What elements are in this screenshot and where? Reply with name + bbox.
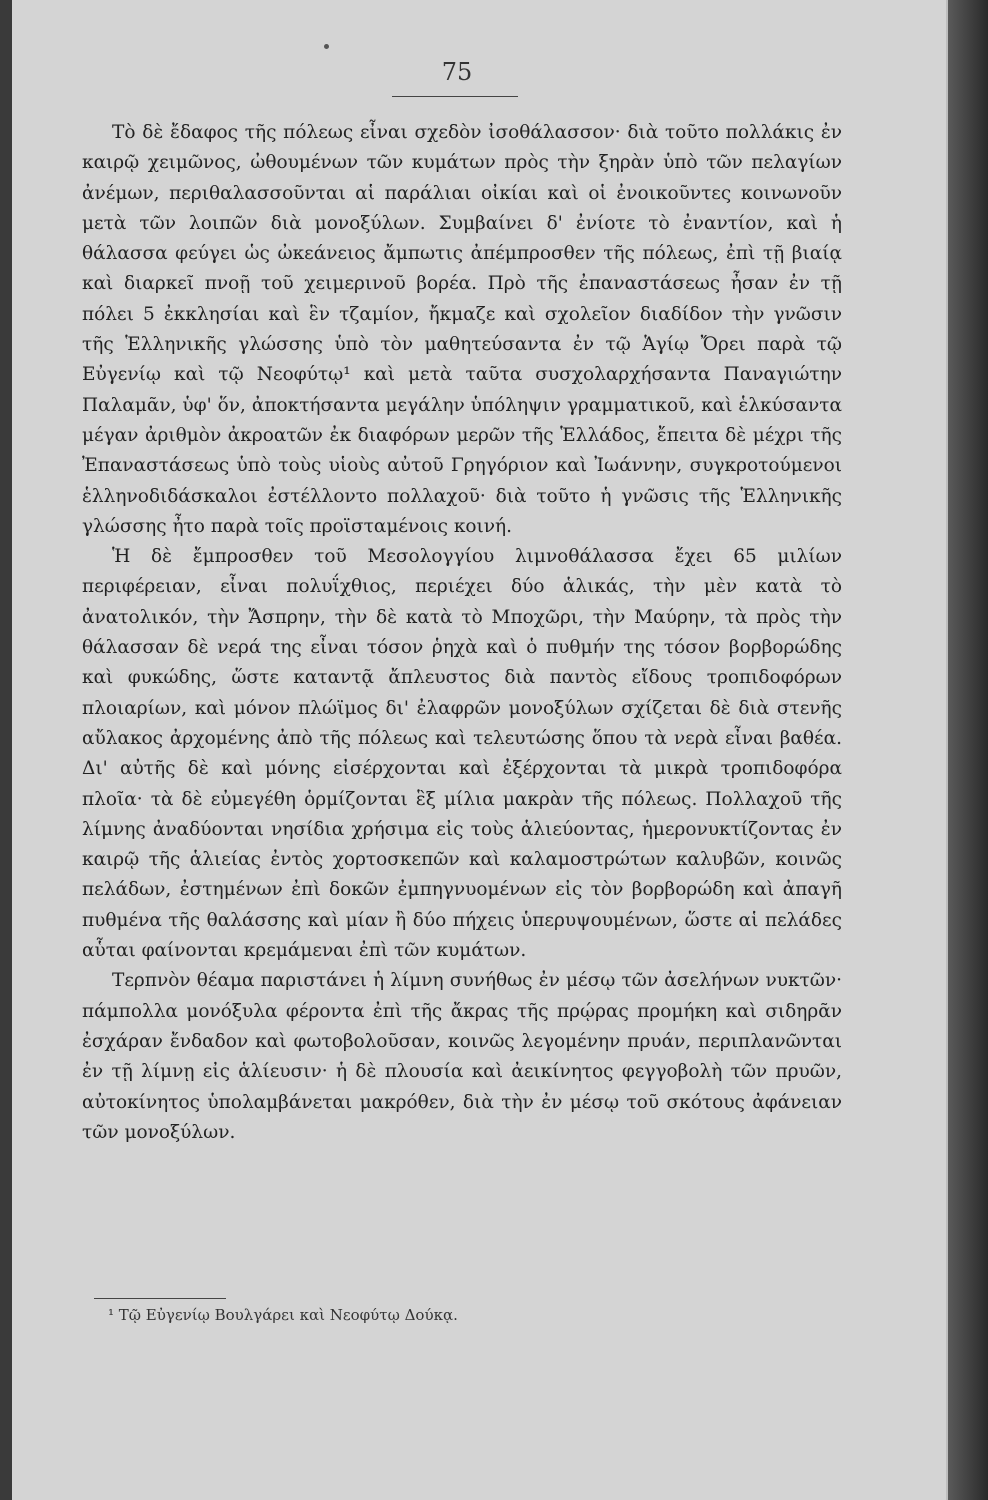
paragraph-3: Τερπνὸν θέαμα παριστάνει ἡ λίμνη συνήθως ἐν μέσῳ τῶν ἀσελήνων νυκτῶν· πάμπολλα μονόξυλα φέροντα ἐπὶ τῆς ἄκρας τῆς πρῴρας προμήκη καὶ σιδηρᾶν ἐσχάραν ἔνδαδον καὶ φωτοβολοῦσαν, κοινῶς λεγομένην πρυάν, περιπλανῶνται ἐν τῇ λίμνῃ εἰς ἁλίευσιν· ἡ δὲ πλουσία καὶ ἀεικίνητος φεγγοβολὴ τῶν πρυῶν, αὐτοκίνητος ὑπολαμβάνεται μακρόθεν, διὰ τὴν ἐν μέσῳ τοῦ σκότους ἀφάνειαν τῶν μονοξύλων.	[82, 970, 842, 1143]
body-text	[82, 118, 842, 1148]
footnote-rule	[94, 1298, 226, 1299]
page-number: 75	[441, 58, 473, 86]
book-spine-shadow	[948, 0, 988, 1500]
paragraph-2: Ἡ δὲ ἔμπροσθεν τοῦ Μεσολογγίου λιμνοθάλασσα ἔχει 65 μιλίων περιφέρειαν, εἶναι πολυΐχθιος, περιέχει δύο ἁλικάς, τὴν μὲν κατὰ τὸ ἀνατολικόν, τὴν Ἄσπρην, τὴν δὲ κατὰ τὸ Μποχῶρι, τὴν Μαύρην, τὰ πρὸς τὴν θάλασσαν δὲ νερά της εἶναι τόσον ῥηχὰ καὶ ὁ πυθμήν της τόσον βορβορώδης καὶ φυκώδης, ὥστε καταντᾷ ἄπλευστος διὰ παντὸς εἴδους τροπιδοφόρων πλοιαρίων, καὶ μόνον πλώϊμος δι' ἐλαφρῶν μονοξύλων σχίζεται δὲ διὰ στενῆς αὔλακος ἀρχομένης ἀπὸ τῆς πόλεως καὶ τελευτώσης ὅπου τὰ νερὰ εἶναι βαθέα. Δι' αὐτῆς δὲ καὶ μόνης εἰσέρχονται καὶ ἐξέρχονται τὰ μικρὰ τροπιδοφόρα πλοῖα· τὰ δὲ εὐμεγέθη ὁρμίζονται ἓξ μίλια μακρὰν τῆς πόλεως. Πολλαχοῦ τῆς λίμνης ἀναδύονται νησίδια χρήσιμα εἰς τοὺς ἁλιεύοντας, ἡμερονυκτίζοντας ἐν καιρῷ τῆς ἁλιείας ἐντὸς χορτοσκεπῶν καὶ καλαμοστρώτων καλυβῶν, κοινῶς πελάδων, ἐστημένων ἐπὶ δοκῶν ἐμπηγνυομένων εἰς τὸν βορβορώδη καὶ ἀπαγῆ πυθμένα τῆς θαλάσσης καὶ μίαν ἢ δύο πήχεις ὑπερυψουμένων, ὥστε αἱ πελάδες αὗται φαίνονται κρεμάμεναι ἐπὶ τῶν κυμάτων.	[82, 546, 842, 962]
footnote: ¹ Τῷ Εὐγενίῳ Βουλγάρει καὶ Νεοφύτῳ Δούκᾳ.	[108, 1306, 458, 1324]
page-number-rule	[392, 96, 518, 97]
paragraph-1: Τὸ δὲ ἔδαφος τῆς πόλεως εἶναι σχεδὸν ἰσοθάλασσον· διὰ τοῦτο πολλάκις ἐν καιρῷ χειμῶνος, ὠθουμένων τῶν κυμάτων πρὸς τὴν ξηρὰν ὑπὸ τῶν πελαγίων ἀνέμων, περιθαλασσοῦνται αἱ παράλιαι οἰκίαι καὶ οἱ ἐνοικοῦντες κοινωνοῦν μετὰ τῶν λοιπῶν διὰ μονοξύλων. Συμβαίνει δ' ἐνίοτε τὸ ἐναντίον, καὶ ἡ θάλασσα φεύγει ὡς ὠκεάνειος ἄμπωτις ἀπέμπροσθεν τῆς πόλεως, ἐπὶ τῇ βιαίᾳ καὶ διαρκεῖ πνοῇ τοῦ χειμερινοῦ βορέα. Πρὸ τῆς ἐπαναστάσεως ἦσαν ἐν τῇ πόλει 5 ἐκκλησίαι καὶ ἓν τζαμίον, ἤκμαζε καὶ σχολεῖον διαδίδον τὴν γνῶσιν τῆς Ἑλληνικῆς γλώσσης ὑπὸ τὸν μαθητεύσαντα ἐν τῷ Ἁγίῳ Ὄρει παρὰ τῷ Εὐγενίῳ καὶ τῷ Νεοφύτῳ¹ καὶ μετὰ ταῦτα συσχολαρχήσαντα Παναγιώτην Παλαμᾶν, ὑφ' ὅν, ἀποκτήσαντα μεγάλην ὑπόληψιν γραμματικοῦ, καὶ ἑλκύσαντα μέγαν ἀριθμὸν ἀκροατῶν ἐκ διαφόρων μερῶν τῆς Ἑλλάδος, ἔπειτα δὲ μέχρι τῆς Ἐπαναστάσεως ὑπὸ τοὺς υἱοὺς αὐτοῦ Γρηγόριον καὶ Ἰωάννην, συγκροτούμενοι ἑλληνοδιδάσκαλοι ἐστέλλοντο πολλαχοῦ· διὰ τοῦτο ἡ γνῶσις τῆς Ἑλληνικῆς γλώσσης ἦτο παρὰ τοῖς προϊσταμένοις κοινή.	[82, 122, 842, 537]
book-page	[12, 0, 948, 1500]
ink-speck	[324, 44, 329, 49]
